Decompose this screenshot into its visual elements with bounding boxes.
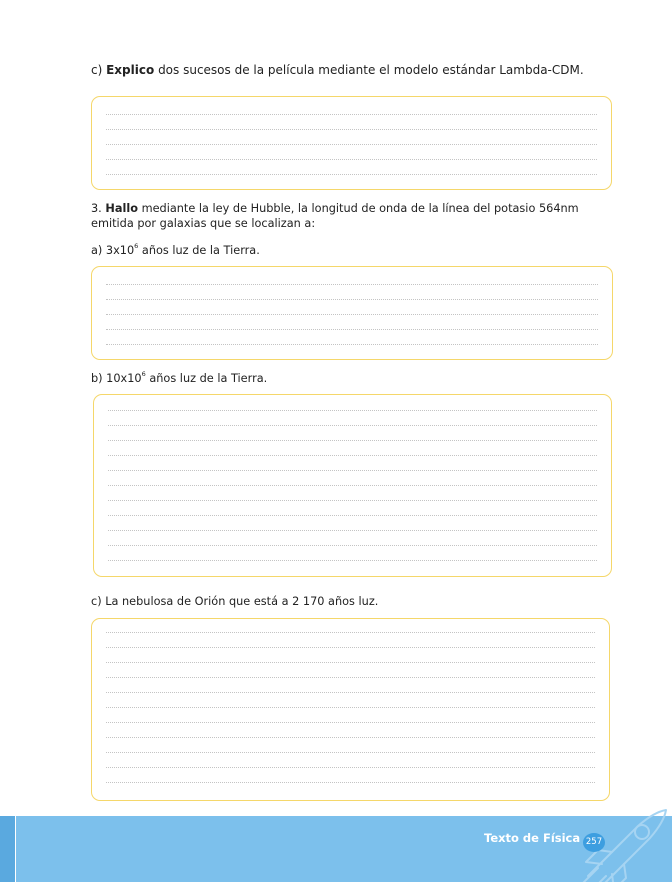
answer-line — [106, 782, 595, 783]
answer-box-c-orion[interactable] — [91, 618, 610, 801]
question-a — [91, 243, 260, 258]
page-number: 257 — [583, 833, 605, 852]
question-letter: c) — [91, 63, 103, 77]
answer-line — [108, 545, 597, 546]
answer-line — [108, 410, 597, 411]
question-b-suffix: años luz de la Tierra. — [145, 372, 268, 385]
answer-line — [108, 455, 597, 456]
answer-line — [106, 144, 597, 145]
answer-line — [106, 737, 595, 738]
answer-line — [106, 692, 595, 693]
answer-box-b[interactable] — [93, 394, 612, 577]
footer-book-title: Texto de Física — [484, 831, 581, 845]
answer-line — [108, 425, 597, 426]
answer-line — [106, 647, 595, 648]
page-footer — [0, 816, 672, 886]
answer-line — [106, 344, 598, 345]
answer-line — [106, 129, 597, 130]
answer-line — [106, 752, 595, 753]
exponent: 6 — [134, 242, 139, 251]
question-c-film — [91, 63, 584, 78]
answer-line — [106, 159, 597, 160]
question-b-prefix: b) 10x10 — [91, 372, 142, 385]
answer-line — [108, 500, 597, 501]
answer-line — [106, 284, 598, 285]
answer-line — [108, 485, 597, 486]
exponent: 6 — [141, 370, 146, 379]
question-text: c) La nebulosa de Orión que está a 2 170 años luz. — [91, 595, 379, 608]
answer-line — [108, 530, 597, 531]
question-3 — [91, 201, 621, 231]
answer-line — [106, 329, 598, 330]
answer-line — [106, 677, 595, 678]
answer-line — [106, 299, 598, 300]
answer-line — [106, 174, 597, 175]
answer-line — [108, 470, 597, 471]
answer-line — [106, 767, 595, 768]
question-b — [91, 371, 267, 386]
question-c-orion — [91, 594, 378, 609]
answer-line — [106, 314, 598, 315]
footer-bottom-border — [0, 882, 672, 886]
footer-side-strip — [0, 816, 16, 882]
answer-line — [106, 632, 595, 633]
answer-line — [106, 722, 595, 723]
answer-box-c-film[interactable] — [91, 96, 612, 190]
answer-line — [106, 662, 595, 663]
answer-line — [108, 515, 597, 516]
question-verb: Explico — [106, 63, 155, 77]
question-text: mediante la ley de Hubble, la longitud de onda de la línea del potasio 564nm emitida por galaxias que se localizan a: — [91, 202, 579, 230]
answer-box-a[interactable] — [91, 266, 613, 360]
answer-line — [106, 707, 595, 708]
question-text: dos sucesos de la película mediante el modelo estándar Lambda-CDM. — [158, 63, 584, 77]
question-verb: Hallo — [105, 202, 138, 215]
question-a-prefix: a) 3x10 — [91, 244, 135, 257]
question-number: 3. — [91, 202, 102, 215]
answer-line — [106, 114, 597, 115]
answer-line — [108, 560, 597, 561]
answer-line — [108, 440, 597, 441]
question-a-suffix: años luz de la Tierra. — [138, 244, 260, 257]
